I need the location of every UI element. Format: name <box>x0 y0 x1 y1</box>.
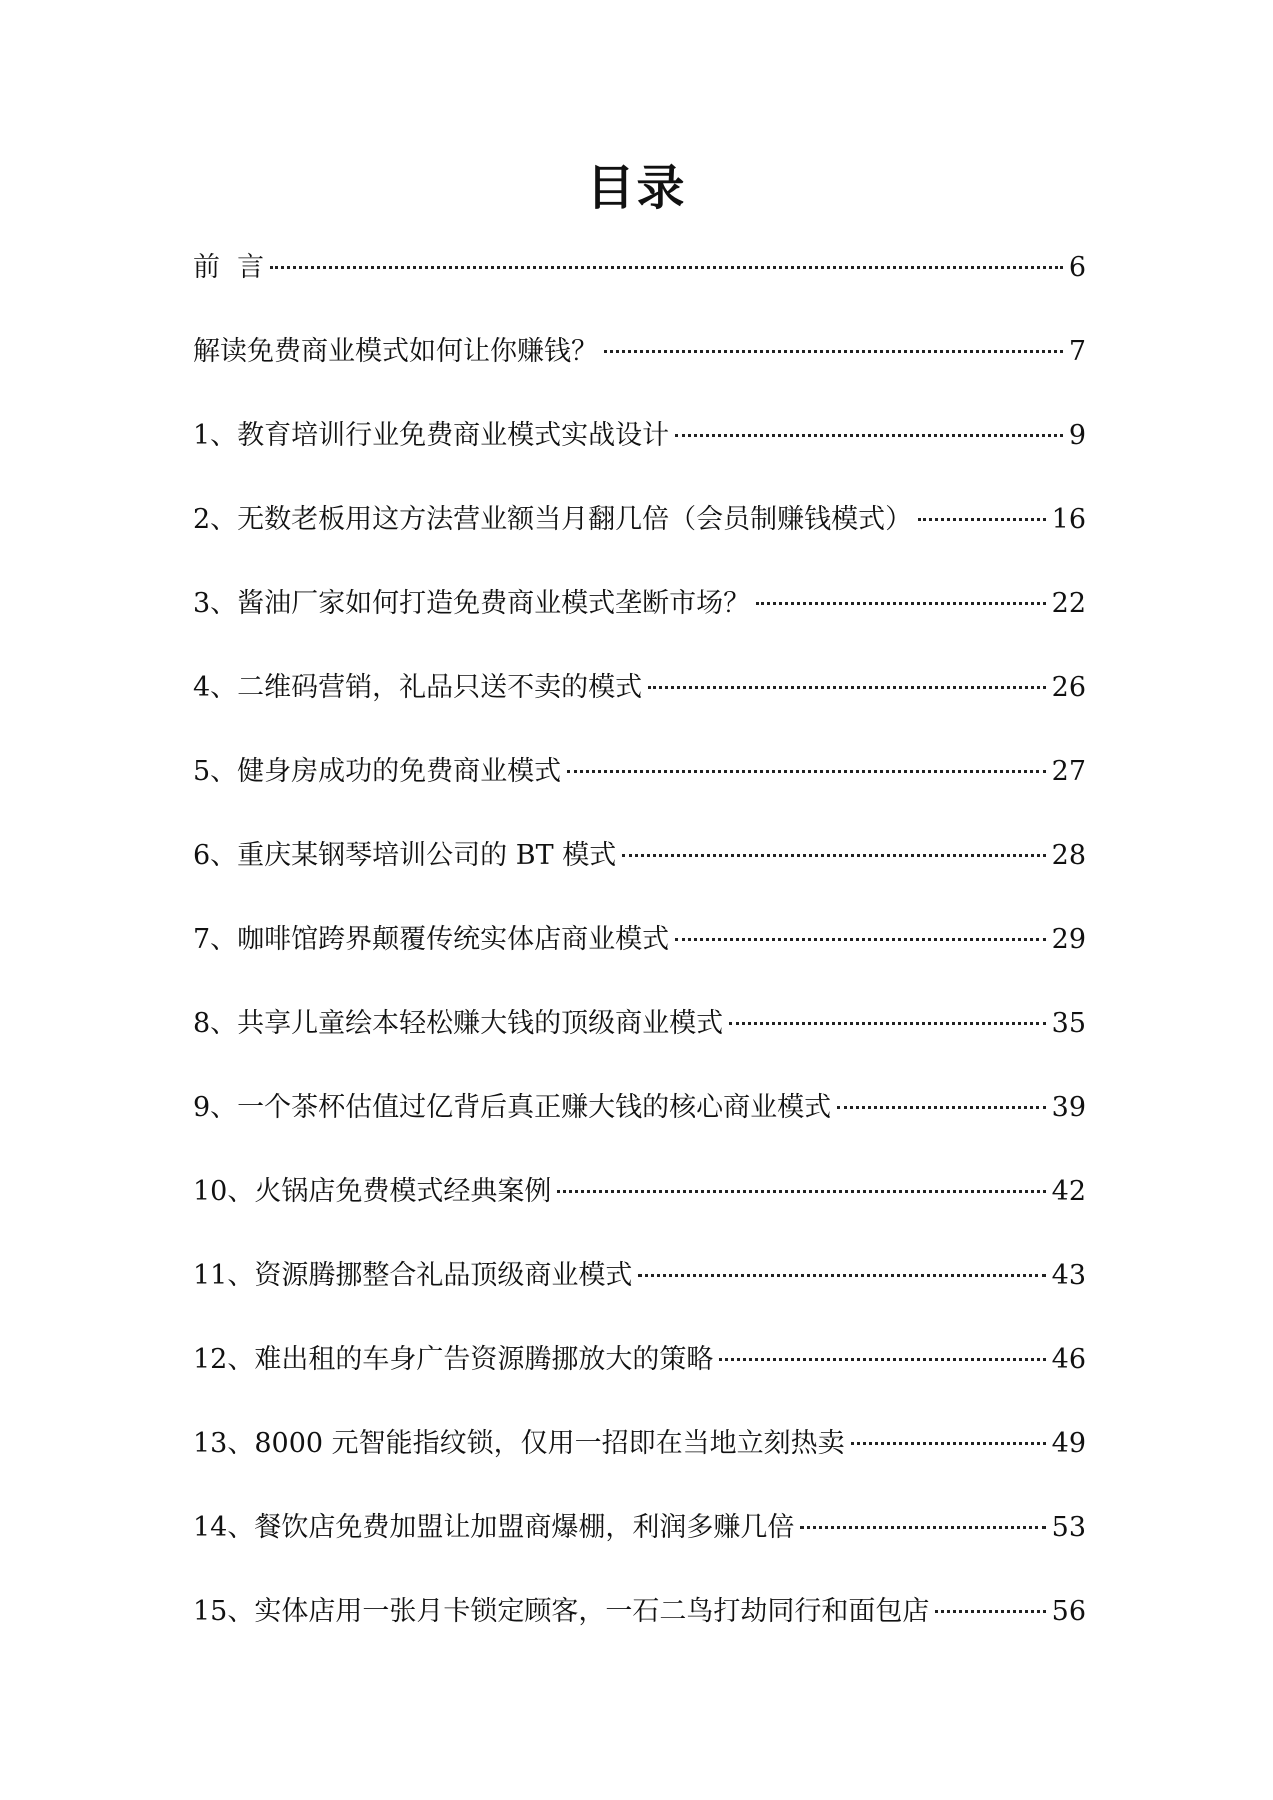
toc-entry[interactable] <box>193 250 1086 334</box>
toc-entry-title: 4、二维码营销，礼品只送不卖的模式 <box>193 672 643 703</box>
toc-entry-title: 解读免费商业模式如何让你赚钱？ <box>193 336 598 367</box>
toc-entry-page: 42 <box>1051 1176 1086 1207</box>
toc-entry-page: 27 <box>1051 756 1086 787</box>
toc-dot-leader <box>800 1526 1045 1529</box>
toc-dot-leader <box>935 1610 1045 1613</box>
toc-entry[interactable] <box>193 1006 1086 1090</box>
toc-dot-leader <box>557 1190 1045 1193</box>
toc-dot-leader <box>675 938 1045 941</box>
toc-entry-title: 7、咖啡馆跨界颠覆传统实体店商业模式 <box>193 924 670 955</box>
toc-entry-title: 2、无数老板用这方法营业额当月翻几倍（会员制赚钱模式） <box>193 504 913 535</box>
toc-entry-page: 6 <box>1068 252 1086 283</box>
toc-dot-leader <box>622 854 1045 857</box>
toc-entry[interactable] <box>193 1426 1086 1510</box>
toc-entry-title: 11、资源腾挪整合礼品顶级商业模式 <box>193 1260 633 1291</box>
toc-dot-leader <box>918 518 1045 521</box>
toc-entry-page: 43 <box>1051 1260 1086 1291</box>
toc-entry-title: 6、重庆某钢琴培训公司的 BT 模式 <box>193 840 617 871</box>
toc-entry-title: 8、共享儿童绘本轻松赚大钱的顶级商业模式 <box>193 1008 724 1039</box>
toc-entry-title: 13、8000 元智能指纹锁，仅用一招即在当地立刻热卖 <box>193 1428 845 1459</box>
toc-entry-page: 26 <box>1051 672 1086 703</box>
table-of-contents <box>193 250 1086 1678</box>
toc-entry[interactable] <box>193 1258 1086 1342</box>
toc-entry[interactable] <box>193 586 1086 670</box>
toc-dot-leader <box>567 770 1045 773</box>
toc-entry-page: 16 <box>1051 504 1086 535</box>
toc-entry[interactable] <box>193 1342 1086 1426</box>
toc-entry-page: 56 <box>1051 1596 1086 1627</box>
toc-entry-page: 28 <box>1051 840 1086 871</box>
toc-dot-leader <box>837 1106 1045 1109</box>
toc-dot-leader <box>638 1274 1045 1277</box>
toc-dot-leader <box>604 350 1063 353</box>
toc-entry-title: 1、教育培训行业免费商业模式实战设计 <box>193 420 670 451</box>
toc-dot-leader <box>729 1022 1045 1025</box>
toc-dot-leader <box>648 686 1045 689</box>
toc-dot-leader <box>851 1442 1046 1445</box>
toc-dot-leader <box>675 434 1063 437</box>
toc-entry-page: 46 <box>1051 1344 1086 1375</box>
toc-entry-page: 49 <box>1051 1428 1086 1459</box>
toc-entry-page: 35 <box>1051 1008 1086 1039</box>
toc-entry-title: 9、一个茶杯估值过亿背后真正赚大钱的核心商业模式 <box>193 1092 832 1123</box>
toc-entry-page: 22 <box>1051 588 1086 619</box>
toc-entry-page: 29 <box>1051 924 1086 955</box>
toc-entry[interactable] <box>193 418 1086 502</box>
toc-entry[interactable] <box>193 670 1086 754</box>
toc-dot-leader <box>756 602 1045 605</box>
toc-entry[interactable] <box>193 838 1086 922</box>
toc-entry[interactable] <box>193 1174 1086 1258</box>
toc-entry-title: 15、实体店用一张月卡锁定顾客，一石二鸟打劫同行和面包店 <box>193 1596 930 1627</box>
toc-dot-leader <box>270 266 1063 269</box>
toc-dot-leader <box>719 1358 1045 1361</box>
toc-entry[interactable] <box>193 1510 1086 1594</box>
toc-entry-title: 10、火锅店免费模式经典案例 <box>193 1176 552 1207</box>
toc-entry[interactable] <box>193 502 1086 586</box>
toc-entry-page: 9 <box>1068 420 1086 451</box>
toc-entry-page: 39 <box>1051 1092 1086 1123</box>
toc-entry-page: 53 <box>1051 1512 1086 1543</box>
toc-entry-title: 12、难出租的车身广告资源腾挪放大的策略 <box>193 1344 714 1375</box>
toc-entry[interactable] <box>193 334 1086 418</box>
toc-entry-title: 3、酱油厂家如何打造免费商业模式垄断市场？ <box>193 588 751 619</box>
page-title: 目录 <box>586 160 687 216</box>
toc-entry-page: 7 <box>1068 336 1086 367</box>
toc-entry-title: 前 言 <box>193 252 265 283</box>
toc-entry[interactable] <box>193 1090 1086 1174</box>
toc-entry-title: 14、餐饮店免费加盟让加盟商爆棚，利润多赚几倍 <box>193 1512 795 1543</box>
toc-entry[interactable] <box>193 922 1086 1006</box>
toc-entry[interactable] <box>193 1594 1086 1678</box>
toc-entry[interactable] <box>193 754 1086 838</box>
toc-entry-title: 5、健身房成功的免费商业模式 <box>193 756 562 787</box>
